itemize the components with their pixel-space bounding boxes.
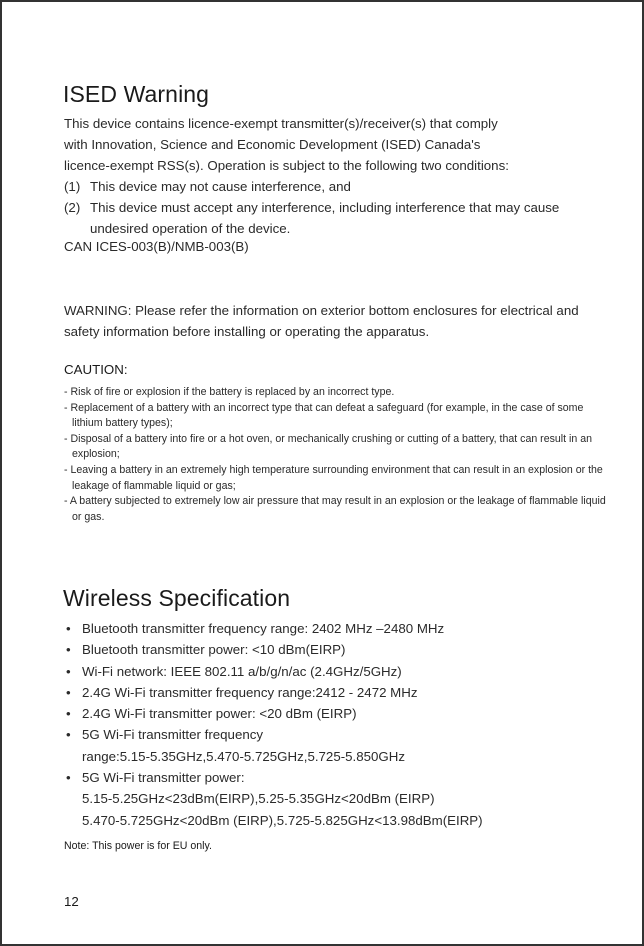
bullet-icon: • — [66, 770, 71, 786]
bullet-icon: • — [66, 663, 71, 679]
warning-paragraph: WARNING: Please refer the information on exterior bottom enclosures for electrical and safety information before installing or operating the apparatus. — [64, 303, 579, 339]
spec-line: 2.4G Wi-Fi transmitter frequency range:2412 - 2472 MHz — [82, 684, 418, 700]
spec-item — [66, 618, 611, 639]
spec-line: 5G Wi-Fi transmitter frequency — [82, 727, 264, 743]
caution-item: - Risk of fire or explosion if the battery is replaced by an incorrect type. — [64, 386, 395, 398]
spec-line: 2.4G Wi-Fi transmitter power: <20 dBm (EIRP) — [82, 706, 357, 722]
spec-item — [66, 661, 611, 682]
ised-intro-line: licence-exempt RSS(s). Operation is subject to the following two conditions: — [64, 158, 509, 173]
condition-text: This device may not cause interference, and — [90, 179, 351, 194]
spec-line: range:5.15-5.35GHz,5.470-5.725GHz,5.725-5.850GHz — [82, 748, 406, 764]
spec-line: Bluetooth transmitter power: <10 dBm(EIRP) — [82, 642, 346, 658]
bullet-icon: • — [66, 684, 71, 700]
spec-item — [66, 639, 611, 660]
spec-line: Wi-Fi network: IEEE 802.11 a/b/g/n/ac (2.4GHz/5GHz) — [82, 663, 402, 679]
ised-conditions-list — [64, 176, 609, 239]
bullet-icon: • — [66, 621, 71, 636]
can-ices-label: CAN ICES-003(B)/NMB-003(B) — [64, 239, 249, 254]
caution-item: - A battery subjected to extremely low air pressure that may result in an explosion or the leakage of flammable liquid or gas. — [64, 495, 606, 523]
wireless-spec-list — [66, 618, 611, 831]
condition-number: (2) — [64, 200, 81, 215]
bullet-icon: • — [66, 706, 71, 722]
wireless-specification-heading: Wireless Specification — [63, 585, 291, 611]
spec-item — [66, 767, 611, 831]
caution-list — [64, 385, 609, 525]
condition-item — [64, 197, 609, 239]
ised-intro-line: This device contains licence-exempt transmitter(s)/receiver(s) that comply — [64, 116, 498, 131]
spec-line: 5.15-5.25GHz<23dBm(EIRP),5.25-5.35GHz<20dBm (EIRP) — [82, 791, 435, 807]
bullet-icon: • — [66, 642, 71, 658]
condition-item — [64, 176, 609, 197]
caution-item: - Leaving a battery in an extremely high temperature surrounding environment that can result in an explosion or the leakage of flammable liquid or gas; — [64, 463, 603, 492]
caution-item: - Replacement of a battery with an incorrect type that can defeat a safeguard (for example, in the case of some lithium battery types); — [64, 401, 584, 430]
spec-item — [66, 682, 611, 703]
spec-item — [66, 724, 611, 767]
condition-text: This device must accept any interference, including interference that may cause undesired operation of the device. — [90, 200, 560, 236]
bullet-icon: • — [66, 727, 71, 743]
ised-warning-heading: ISED Warning — [63, 81, 210, 107]
condition-number: (1) — [64, 179, 81, 194]
eu-power-note: Note: This power is for EU only. — [64, 840, 212, 852]
spec-line: 5.470-5.725GHz<20dBm (EIRP),5.725-5.825GHz<13.98dBm(EIRP) — [82, 812, 483, 828]
ised-intro-paragraph — [64, 113, 609, 176]
page-number: 12 — [64, 894, 79, 909]
spec-line: Bluetooth transmitter frequency range: 2402 MHz –2480 MHz — [82, 621, 445, 636]
caution-heading: CAUTION: — [64, 362, 128, 377]
ised-intro-line: with Innovation, Science and Economic Development (ISED) Canada's — [64, 137, 481, 152]
spec-item — [66, 703, 611, 724]
caution-item: - Disposal of a battery into fire or a hot oven, or mechanically crushing or cutting of a battery, that can result in an explosion; — [64, 432, 592, 461]
spec-line: 5G Wi-Fi transmitter power: — [82, 770, 245, 786]
